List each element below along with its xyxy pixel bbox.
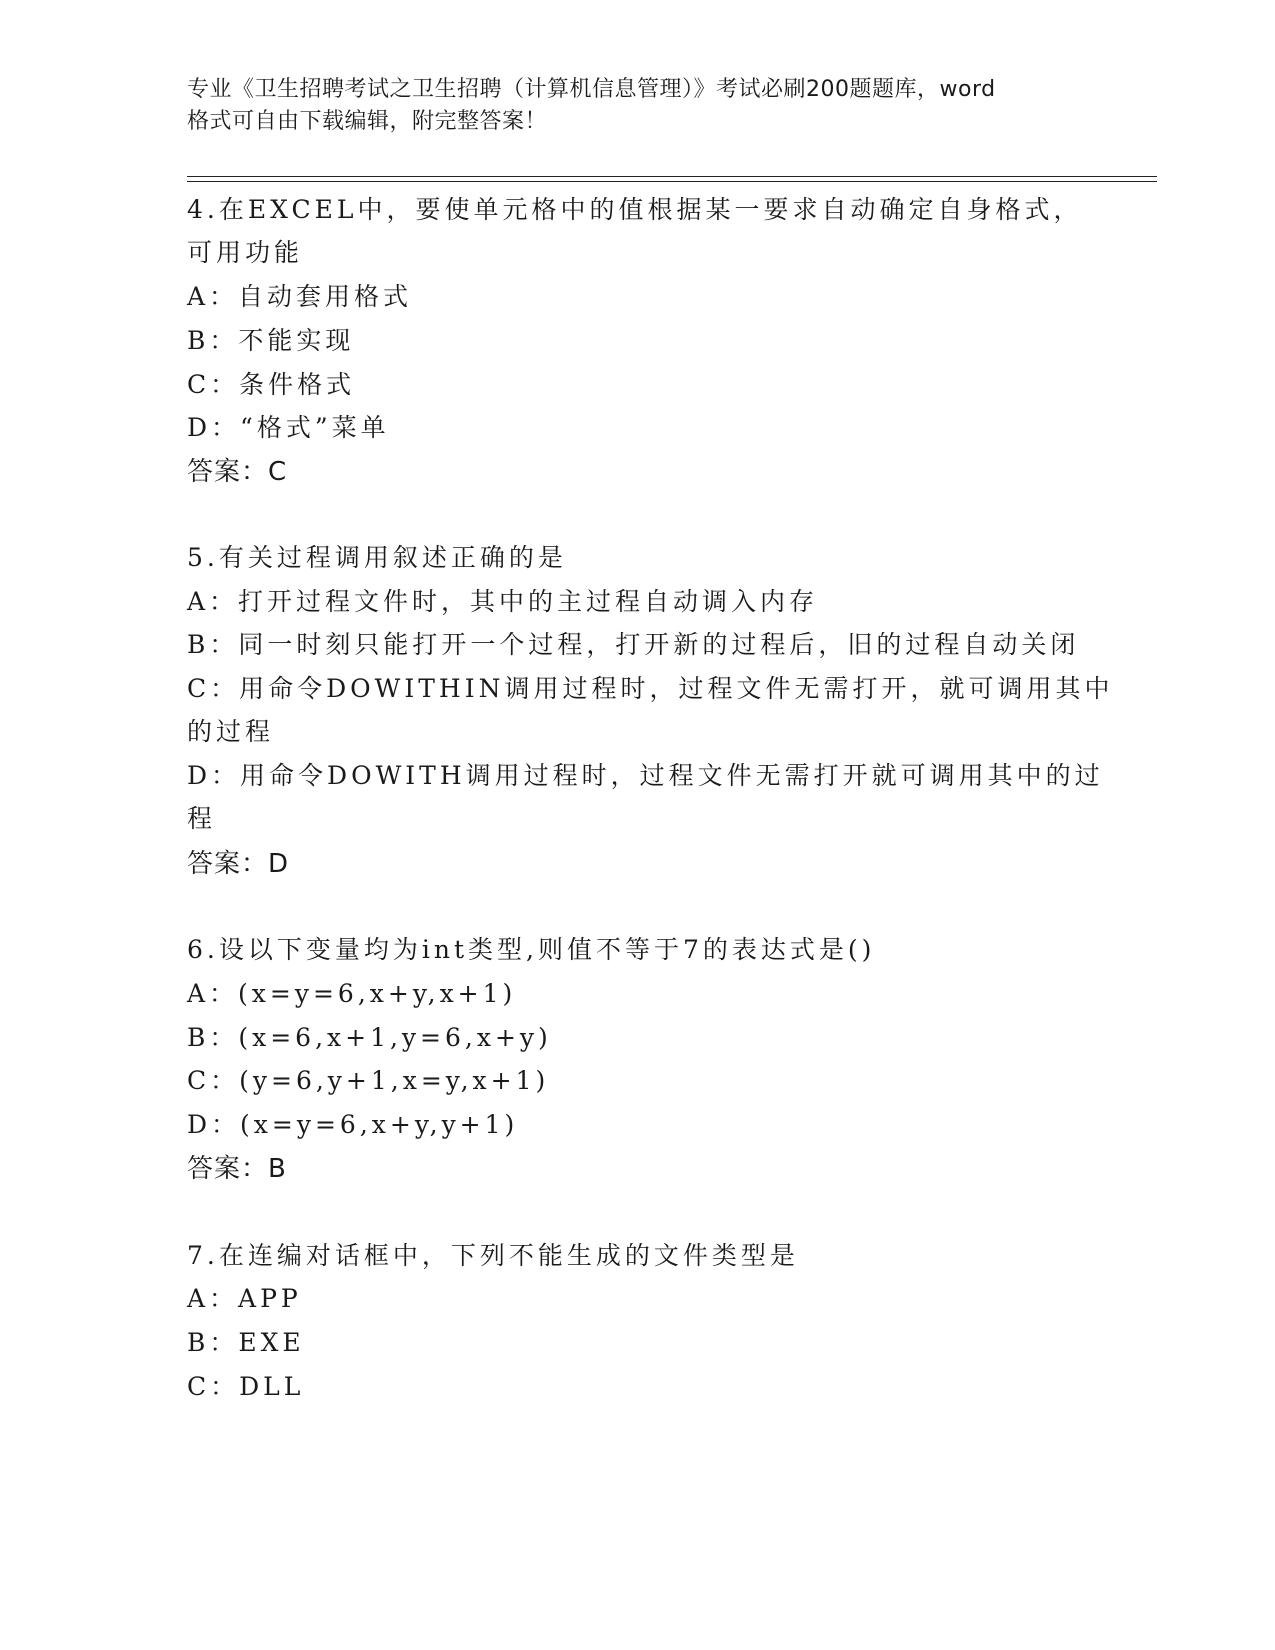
question-5-option-d-line-1: D：用命令DOWITH调用过程时，过程文件无需打开就可调用其中的过 <box>187 761 1104 790</box>
header-divider-top <box>187 176 1157 177</box>
question-4-answer: 答案：C <box>187 457 288 487</box>
document-header <box>187 74 1107 138</box>
question-6-option-a: A：(x=y=6,x+y,x+1) <box>187 979 517 1008</box>
question-6-option-c: C：(y=6,y+1,x=y,x+1) <box>187 1066 550 1095</box>
question-7-option-b: B：EXE <box>187 1328 305 1357</box>
question-6-stem: 6.设以下变量均为int类型,则值不等于7的表达式是() <box>187 935 876 964</box>
question-7-option-c: C：DLL <box>187 1372 305 1401</box>
question-5-option-a: A：打开过程文件时，其中的主过程自动调入内存 <box>187 587 819 616</box>
question-4-option-b: B：不能实现 <box>187 326 355 355</box>
header-line-1: 专业《卫生招聘考试之卫生招聘（计算机信息管理）》考试必刷200题题库，word <box>187 77 996 102</box>
question-6-option-b: B：(x=6,x+1,y=6,x+y) <box>187 1023 552 1052</box>
question-5-option-d-line-2: 程 <box>187 804 217 833</box>
question-6-option-d: D：(x=y=6,x+y,y+1) <box>187 1110 519 1139</box>
question-4-option-a: A：自动套用格式 <box>187 282 413 311</box>
question-5-answer: 答案：D <box>187 849 290 879</box>
question-4-option-c: C：条件格式 <box>187 370 356 399</box>
question-5-stem: 5.有关过程调用叙述正确的是 <box>187 543 567 572</box>
question-4-stem-line-2: 可用功能 <box>187 238 304 267</box>
question-5-option-c-line-1: C：用命令DOWITHIN调用过程时，过程文件无需打开，就可调用其中 <box>187 674 1114 703</box>
question-5-option-b: B：同一时刻只能打开一个过程，打开新的过程后，旧的过程自动关闭 <box>187 630 1080 659</box>
question-7-option-a: A：APP <box>187 1284 302 1313</box>
question-5-option-c-line-2: 的过程 <box>187 717 275 746</box>
question-6-answer: 答案：B <box>187 1154 287 1184</box>
question-7-stem: 7.在连编对话框中，下列不能生成的文件类型是 <box>187 1241 799 1270</box>
question-4-option-d: D：“格式”菜单 <box>187 413 390 442</box>
question-4-stem-line-1: 4.在EXCEL中，要使单元格中的值根据某一要求自动确定自身格式， <box>187 195 1083 224</box>
header-divider-bottom <box>187 181 1157 182</box>
header-line-2: 格式可自由下载编辑，附完整答案！ <box>187 109 548 134</box>
